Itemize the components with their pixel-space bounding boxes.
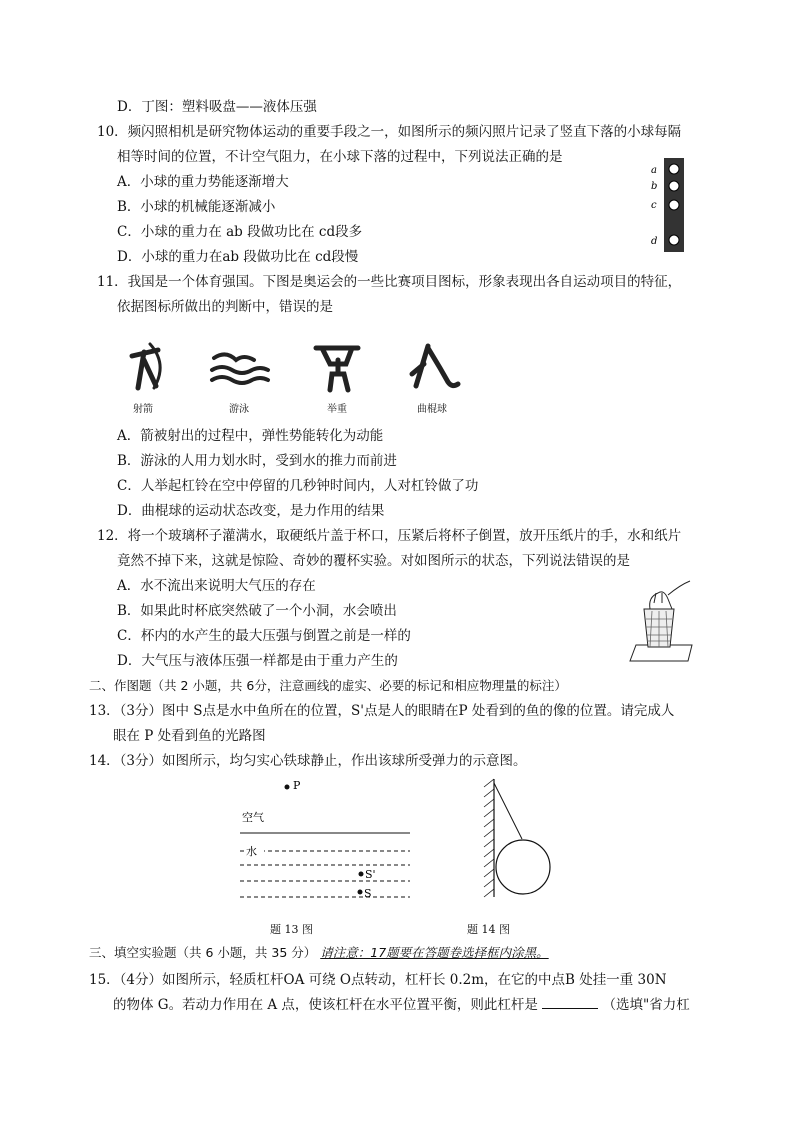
q13-label-s-prime: S': [365, 868, 376, 881]
q12-option-d: D．大气压与液体压强一样都是由于重力产生的: [117, 653, 398, 669]
section-2-title: 二、作图题（共 2 小题，共 6分，注意画线的虚实、必要的标记和相应物理量的标注）: [89, 678, 567, 693]
q10-option-b: B．小球的机械能逐渐减小: [117, 199, 276, 215]
q13-line2: 眼在 P 处看到鱼的光路图: [113, 728, 266, 744]
q11-icon-label-weightlifting: 举重: [327, 404, 347, 415]
q11-option-b: B．游泳的人用力划水时，受到水的推力而前进: [117, 453, 397, 469]
q12-inverted-cup-figure: [628, 575, 698, 665]
q10-label-c: c: [651, 200, 657, 211]
weightlifting-icon: [316, 348, 358, 390]
q12-stem-line1: 12．将一个玻璃杯子灌满水，取硬纸片盖于杯口，压紧后将杯子倒置，放开压纸片的手，水和纸片: [97, 528, 682, 544]
q15-answer-blank[interactable]: [542, 995, 598, 1009]
q13-refraction-figure: [236, 777, 416, 907]
q10-label-d: d: [651, 236, 658, 247]
q14-caption: 题 14 图: [467, 923, 510, 936]
section-3-heading: 三、填空实验题（共 6 小题，共 35 分）: [89, 945, 317, 960]
q13-label-s: S: [364, 887, 372, 900]
q12-option-c: C．杯内的水产生的最大压强与倒置之前是一样的: [117, 628, 411, 644]
q13-label-air: 空气: [242, 811, 264, 824]
q11-icon-label-swimming: 游泳: [229, 404, 249, 415]
q15-line2-tail: （选填"省力杠: [602, 997, 690, 1013]
archery-icon: [132, 344, 160, 388]
q10-option-d: D．小球的重力在ab 段做功比在 cd段慢: [117, 249, 359, 265]
q13-line1: 13．（3分）图中 S点是水中鱼所在的位置，S'点是人的眼睛在P 处看到的鱼的像的位置。请完成人: [89, 703, 675, 719]
q10-label-a: a: [651, 165, 657, 176]
q9-option-d: D．丁图：塑料吸盘——液体压强: [117, 99, 317, 115]
q15-line2-text: 的物体 G。若动力作用在 A 点，使该杠杆在水平位置平衡，则此杠杆是: [113, 997, 538, 1013]
q15-line2: [113, 995, 690, 1015]
q11-option-d: D．曲棍球的运动状态改变，是力作用的结果: [117, 503, 385, 519]
section-3-title: [89, 943, 549, 963]
hockey-icon: [412, 346, 458, 386]
q14-line1: 14．（3分）如图所示，均匀实心铁球静止，作出该球所受弹力的示意图。: [89, 753, 527, 769]
q11-stem-line1: 11．我国是一个体育强国。下图是奥运会的一些比赛项目图标，形象表现出各自运动项目的特征，: [97, 274, 682, 290]
q10-label-b: b: [651, 181, 658, 192]
q11-option-a: A．箭被射出的过程中，弹性势能转化为动能: [117, 428, 384, 444]
q10-option-c: C．小球的重力在 ab 段做功比在 cd段多: [117, 224, 363, 240]
q10-option-a: A．小球的重力势能逐渐增大: [117, 174, 289, 190]
q10-strobe-photo: [645, 158, 695, 254]
q11-sport-pictograms: [118, 338, 468, 398]
q13-label-water: 水: [246, 845, 257, 858]
q11-icon-label-archery: 射箭: [133, 404, 153, 415]
q14-ball-wall-figure: [480, 777, 560, 899]
q12-stem-line2: 竟然不掉下来，这就是惊险、奇妙的覆杯实验。对如图所示的状态，下列说法错误的是: [117, 553, 630, 569]
q11-icon-label-hockey: 曲棍球: [417, 404, 447, 415]
q11-stem-line2: 依据图标所做出的判断中，错误的是: [117, 299, 333, 315]
q12-option-a: A．水不流出来说明大气压的存在: [117, 578, 316, 594]
q15-line1: 15．（4分）如图所示，轻质杠杆OA 可绕 O点转动，杠杆长 0.2m，在它的中点B 处挂一重 30N: [89, 972, 667, 988]
swimming-icon: [212, 354, 268, 383]
q10-stem-line1: 10．频闪照相机是研究物体运动的重要手段之一，如图所示的频闪照片记录了竖直下落的小球每隔: [97, 124, 682, 140]
q12-option-b: B．如果此时杯底突然破了一个小洞，水会喷出: [117, 603, 397, 619]
section-3-note: 请注意：17题要在答题卷选择框内涂黑。: [320, 945, 549, 960]
q10-stem-line2: 相等时间的位置，不计空气阻力，在小球下落的过程中，下列说法正确的是: [117, 149, 563, 165]
q13-label-p: P: [293, 779, 301, 792]
q13-caption: 题 13 图: [270, 923, 313, 936]
q11-option-c: C．人举起杠铃在空中停留的几秒钟时间内，人对杠铃做了功: [117, 478, 479, 494]
